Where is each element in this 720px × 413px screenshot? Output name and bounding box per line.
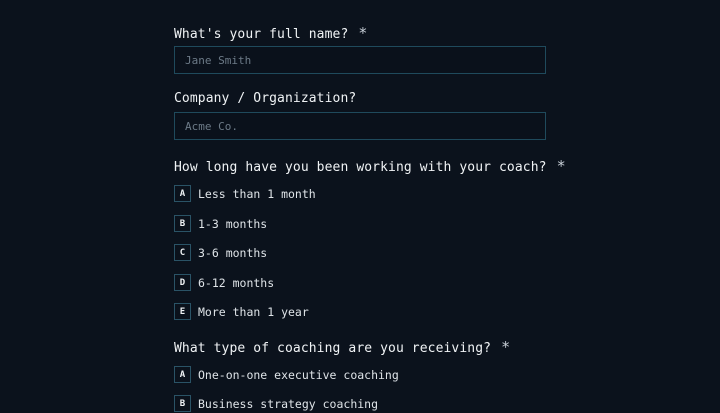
- option-key-badge: C: [174, 244, 191, 261]
- duration-option-d[interactable]: [174, 273, 274, 292]
- option-key-badge: D: [174, 274, 191, 291]
- option-label: One-on-one executive coaching: [198, 367, 399, 382]
- question-label: What type of coaching are you receiving?: [174, 341, 492, 356]
- option-label: 3-6 months: [198, 245, 268, 260]
- question-label: What's your full name?: [174, 27, 349, 42]
- option-key-badge: B: [174, 395, 191, 412]
- duration-option-a[interactable]: [174, 184, 316, 203]
- full-name-input[interactable]: [174, 46, 546, 74]
- company-input[interactable]: [174, 112, 546, 140]
- question-coaching-duration: [174, 157, 566, 175]
- option-key-badge: B: [174, 215, 191, 232]
- required-asterisk: *: [501, 338, 511, 356]
- option-key-badge: E: [174, 303, 191, 320]
- option-label: Less than 1 month: [198, 186, 316, 201]
- duration-option-c[interactable]: [174, 243, 267, 262]
- option-key-badge: A: [174, 366, 191, 383]
- question-label: How long have you been working with your coach?: [174, 160, 547, 175]
- coaching-type-option-b[interactable]: [174, 394, 378, 413]
- question-full-name: [174, 24, 368, 42]
- question-company: [174, 91, 356, 106]
- option-label: 6-12 months: [198, 275, 275, 290]
- option-label: More than 1 year: [198, 304, 309, 319]
- coaching-type-option-a[interactable]: [174, 365, 399, 384]
- question-coaching-type: [174, 338, 510, 356]
- required-asterisk: *: [556, 157, 566, 175]
- required-asterisk: *: [358, 24, 368, 42]
- question-label: Company / Organization?: [174, 91, 357, 106]
- duration-option-e[interactable]: [174, 302, 309, 321]
- option-label: Business strategy coaching: [198, 396, 379, 411]
- option-label: 1-3 months: [198, 216, 268, 231]
- option-key-badge: A: [174, 185, 191, 202]
- duration-option-b[interactable]: [174, 214, 267, 233]
